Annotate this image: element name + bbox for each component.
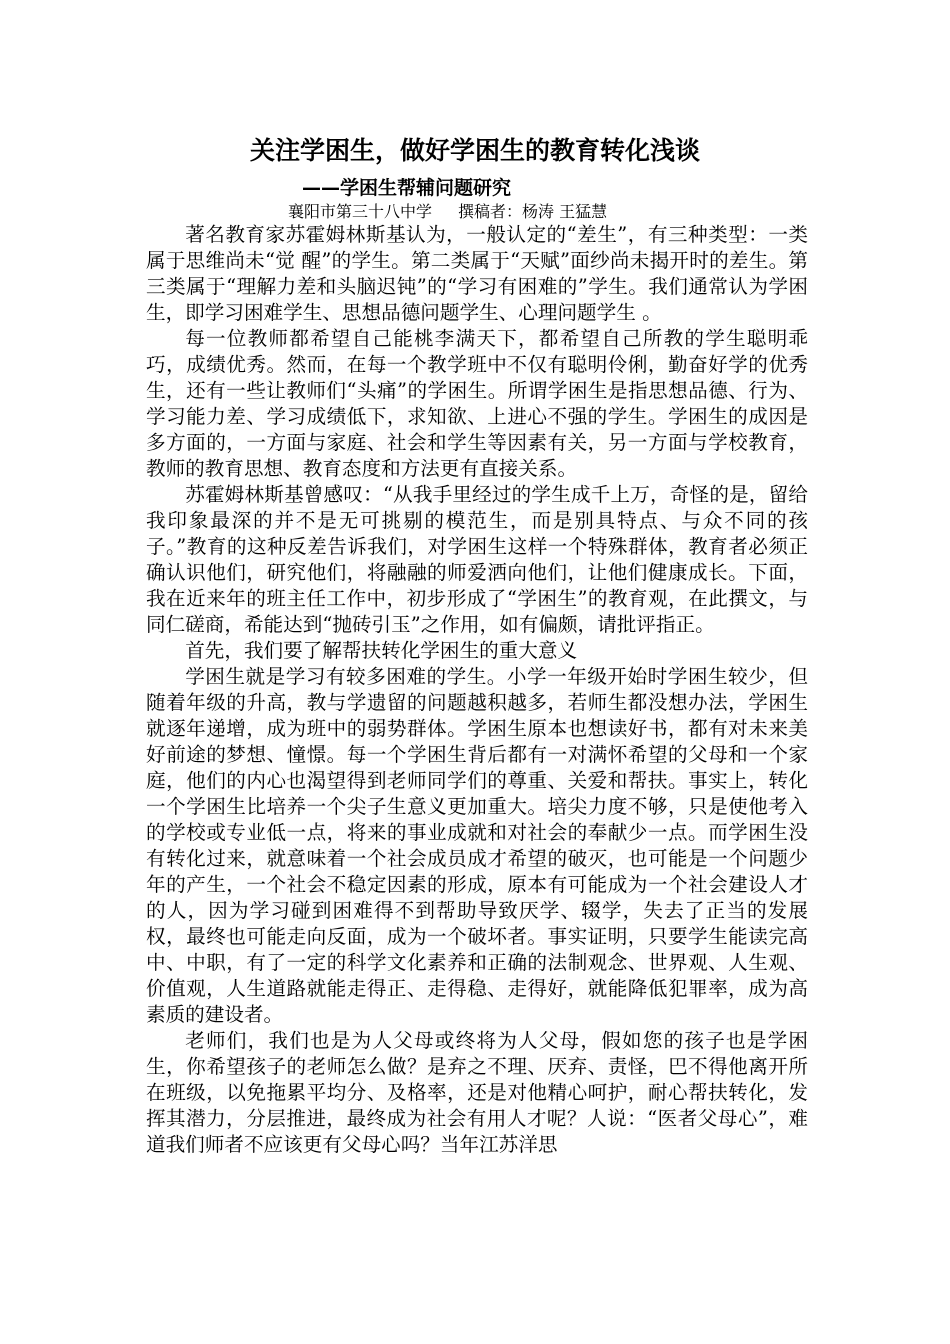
paragraph-3: 苏霍姆林斯基曾感叹：“从我手里经过的学生成千上万，奇怪的是，留给我印象最深的并不是无可挑剔的模范生，而是别具特点、与众不同的孩子。”教育的这种反差告诉我们，对学困生这样一个特殊群体，教育者必须正确认识他们，研究他们，将融融的师爱洒向他们，让他们健康成长。下面，我在近来年的班主任工作中，初步形成了“学困生”的教育观，在此撰文，与同仁磋商，希能达到“抛砖引玉”之作用，如有偏颇，请批评指正。 — [146, 483, 808, 636]
paragraph-2: 每一位教师都希望自己能桃李满天下，都希望自己所教的学生聪明乖巧，成绩优秀。然而，在每一个教学班中不仅有聪明伶俐，勤奋好学的优秀生，还有一些让教师们“头痛”的学困生。所谓学困生是指思想品德、行为、学习能力差、学习成绩低下，求知欲、上进心不强的学生。学困生的成因是多方面的，一方面与家庭、社会和学生等因素有关，另一方面与学校教育，教师的教育思想、教育态度和方法更有直接关系。 — [146, 327, 808, 480]
paragraph-5: 老师们，我们也是为人父母或终将为人父母，假如您的孩子也是学困生，你希望孩子的老师怎么做？是弃之不理、厌弃、责怪，巴不得他离开所在班级，以免拖累平均分、及格率，还是对他精心呵护，耐心帮扶转化，发挥其潜力，分层推进，最终成为社会有用人才呢？人说：“医者父母心”，难道我们师者不应该更有父母心吗？当年江苏洋思 — [146, 1029, 808, 1156]
document-subtitle: ——学困生帮辅问题研究 — [302, 177, 512, 199]
document-title: 关注学困生，做好学困生的教育转化浅谈 — [249, 136, 700, 165]
document-body — [146, 222, 808, 1158]
section-heading: 首先，我们要了解帮扶转化学困生的重大意义 — [185, 639, 578, 662]
byline — [288, 202, 607, 222]
byline-school: 襄阳市第三十八中学 — [288, 202, 433, 221]
paragraph-1: 著名教育家苏霍姆林斯基认为，一般认定的“差生”，有三种类型：一类属于思维尚未“觉 醒”的学生。第二类属于“天赋”面纱尚未揭开时的差生。第三类属于“理解力差和头脑迟钝”的“学习有困难的”学生。我们通常认为学困生，即学习困难学生、思想品德问题学生、心理问题学生 。 — [146, 223, 808, 324]
paragraph-4: 学困生就是学习有较多困难的学生。小学一年级开始时学困生较少，但随着年级的升高，教与学遗留的问题越积越多，若师生都没想办法，学困生就逐年递增，成为班中的弱势群体。学困生原本也想读好书，都有对未来美好前途的梦想、憧憬。每一个学困生背后都有一对满怀希望的父母和一个家庭，他们的内心也渴望得到老师同学们的尊重、关爱和帮扶。事实上，转化一个学困生比培养一个尖子生意义更加重大。培尖力度不够，只是使他考入的学校或专业低一点，将来的事业成就和对社会的奉献少一点。而学困生没有转化过来，就意味着一个社会成员成才希望的破灭，也可能是一个问题少年的产生，一个社会不稳定因素的形成，原本有可能成为一个社会建设人才的人，因为学习碰到困难得不到帮助导致厌学、辍学，失去了正当的发展权，最终也可能走向反面，成为一个破坏者。事实证明，只要学生能读完高中、中职，有了一定的科学文化素养和正确的法制观念、世界观、人生观、价值观，人生道路就能走得正、走得稳、走得好，就能降低犯罪率，成为高素质的建设者。 — [146, 665, 808, 1026]
byline-authors: 撰稿者：杨涛 王猛慧 — [458, 202, 608, 221]
